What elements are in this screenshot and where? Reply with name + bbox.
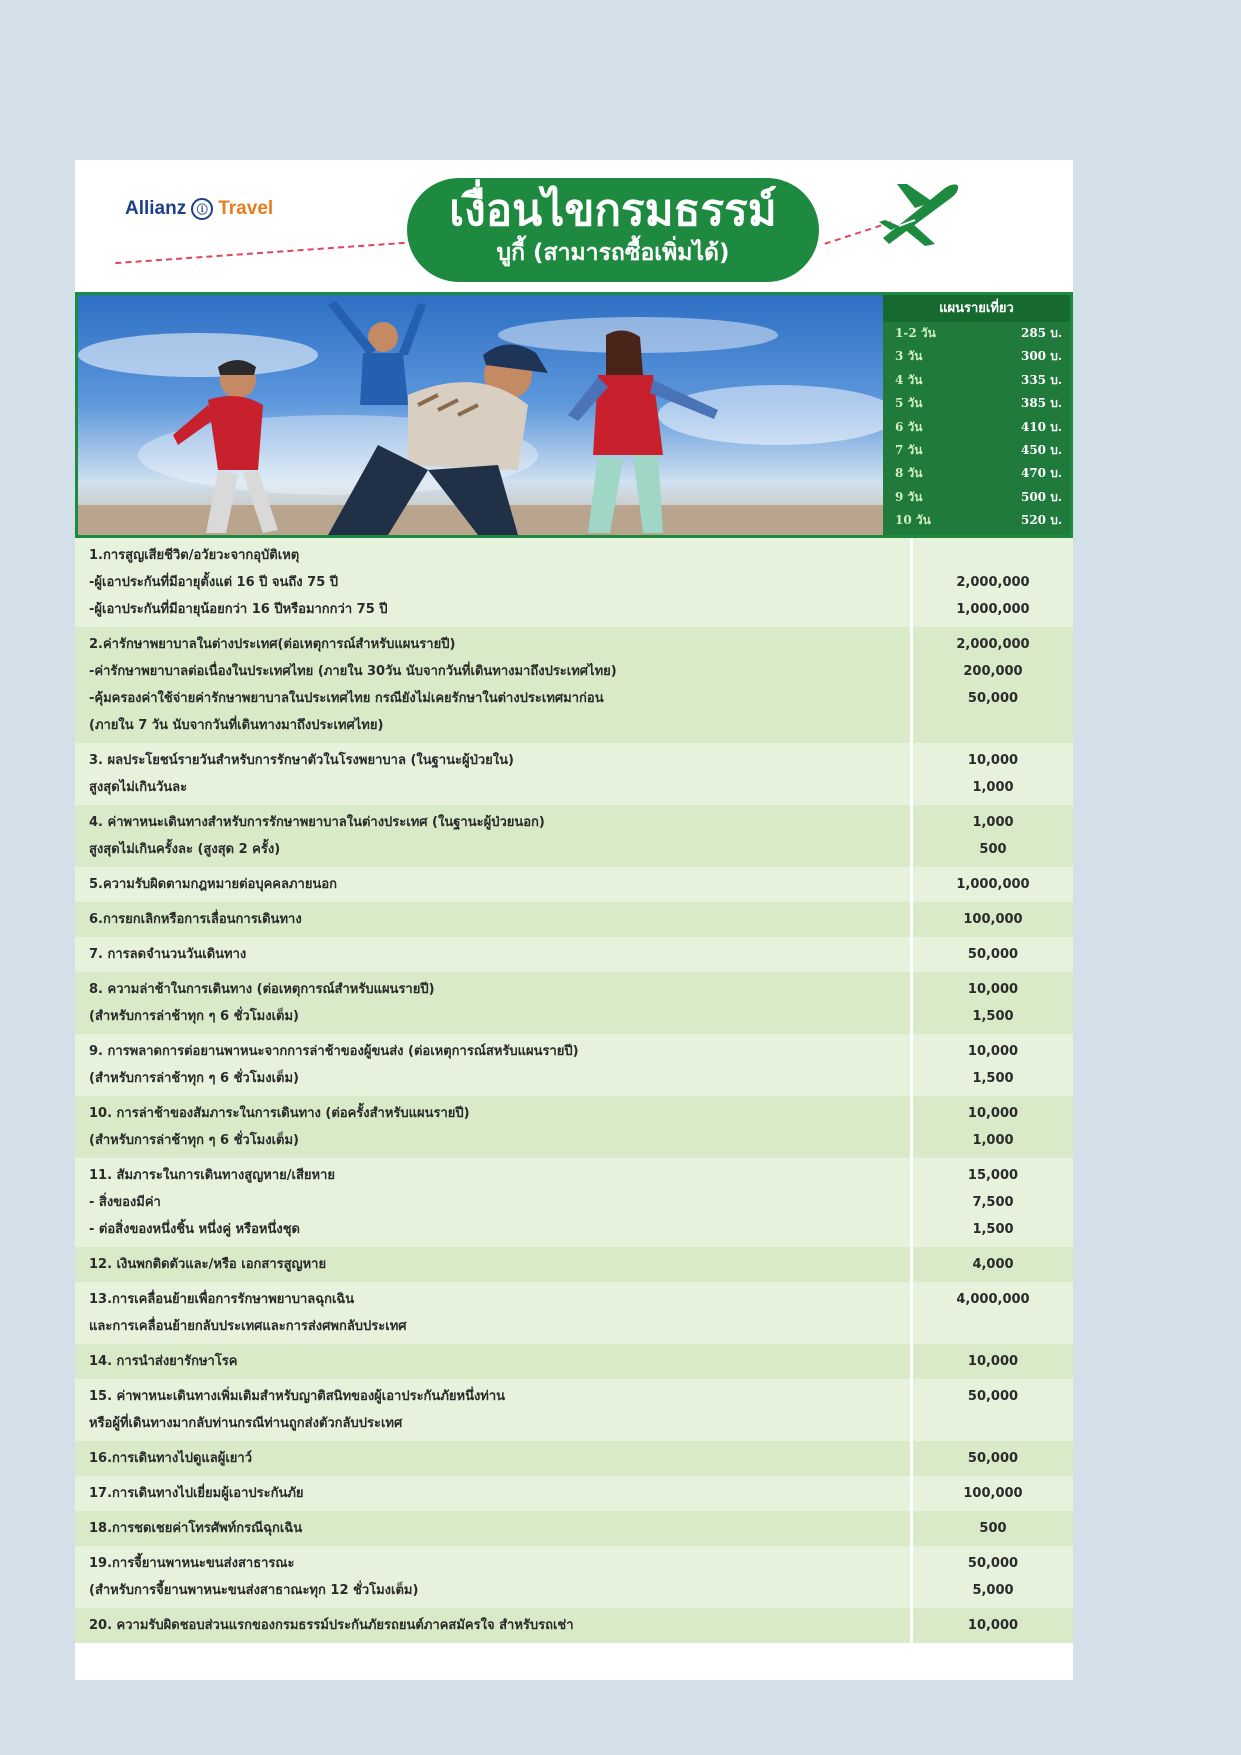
benefit-row: [75, 1546, 1073, 1608]
benefit-text: 6.การยกเลิกหรือการเลื่อนการเดินทาง: [89, 912, 302, 927]
benefit-row: [75, 867, 1073, 902]
benefit-amount: 1,500: [972, 1071, 1014, 1086]
benefit-row: [75, 538, 1073, 627]
rates-panel: [883, 295, 1070, 535]
benefit-amount: 10,000: [967, 982, 1019, 997]
rate-days: 5 วัน: [895, 396, 923, 411]
benefit-text: -ผู้เอาประกันที่มีอายุตั้งแต่ 16 ปี จนถึง 75 ปี: [89, 575, 339, 590]
rate-days: 7 วัน: [895, 442, 923, 457]
rate-row: [883, 439, 1070, 462]
benefit-label-cell: [75, 1511, 913, 1546]
benefit-value-cell: [913, 1247, 1073, 1282]
benefit-amount: 10,000: [967, 753, 1019, 768]
benefit-amount: [913, 712, 1073, 739]
benefit-row: [75, 1476, 1073, 1511]
benefit-row: [75, 1344, 1073, 1379]
rate-row: [883, 392, 1070, 415]
rate-days: 9 วัน: [895, 489, 923, 504]
benefit-text: 14. การนำส่งยารักษาโรค: [89, 1354, 238, 1369]
benefit-value-cell: [913, 902, 1073, 937]
benefit-amount: 100,000: [963, 1486, 1023, 1501]
rate-row: [883, 462, 1070, 485]
benefit-label-cell: [75, 937, 913, 972]
rate-days: 3 วัน: [895, 349, 923, 364]
benefit-amount: 100,000: [963, 912, 1023, 927]
benefit-row: [75, 627, 1073, 743]
rate-price: 410 บ.: [1020, 419, 1062, 434]
benefit-amount: 1,000,000: [956, 877, 1030, 892]
brochure-page: [75, 160, 1073, 1680]
benefit-text: 11. สัมภาระในการเดินทางสูญหาย/เสียหาย: [89, 1168, 335, 1183]
benefit-text: 19.การจี้ยานพาหนะขนส่งสาธารณะ: [89, 1556, 295, 1571]
benefit-row: [75, 1608, 1073, 1643]
benefit-row: [75, 1034, 1073, 1096]
benefit-amount: 1,000: [972, 1133, 1014, 1148]
rate-days: 1-2 วัน: [895, 326, 936, 340]
benefit-value-cell: [913, 538, 1073, 627]
benefit-amount: 50,000: [967, 1556, 1019, 1571]
benefit-amount: 2,000,000: [956, 637, 1030, 652]
benefits-table: [75, 538, 1073, 1643]
header: [75, 160, 1073, 292]
brand-logo: [125, 198, 273, 220]
benefit-value-cell: [913, 867, 1073, 902]
benefit-amount: 4,000,000: [956, 1292, 1030, 1307]
rate-days: 10 วัน: [895, 513, 931, 528]
benefit-amount: 10,000: [967, 1106, 1019, 1121]
benefit-value-cell: [913, 805, 1073, 867]
benefit-text: 17.การเดินทางไปเยี่ยมผู้เอาประกันภัย: [89, 1486, 304, 1501]
airplane-icon: [875, 178, 961, 248]
rate-price: 450 บ.: [1020, 442, 1062, 457]
benefit-row: [75, 1158, 1073, 1247]
benefit-amount: [913, 1313, 1073, 1340]
benefit-label-cell: [75, 1546, 913, 1608]
benefit-value-cell: [913, 1441, 1073, 1476]
hero-section: [75, 292, 1073, 538]
benefit-amount: 4,000: [972, 1257, 1014, 1272]
benefit-row: [75, 1247, 1073, 1282]
benefit-text: (สำหรับการล่าช้าทุก ๆ 6 ชั่วโมงเต็ม): [89, 1071, 299, 1086]
rate-price: 520 บ.: [1020, 513, 1062, 528]
benefit-amount: 10,000: [967, 1354, 1019, 1369]
dashed-flight-path-left: [115, 242, 404, 264]
benefit-amount: 2,000,000: [956, 575, 1030, 590]
benefit-row: [75, 937, 1073, 972]
benefit-label-cell: [75, 627, 913, 743]
benefit-value-cell: [913, 1158, 1073, 1247]
benefit-label-cell: [75, 1344, 913, 1379]
benefit-value-cell: [913, 1511, 1073, 1546]
person-back: [328, 301, 426, 405]
benefit-label-cell: [75, 1379, 913, 1441]
benefit-value-cell: [913, 1546, 1073, 1608]
benefit-amount: 7,500: [972, 1195, 1014, 1210]
benefit-text: 4. ค่าพาหนะเดินทางสำหรับการรักษาพยาบาลในต่างประเทศ (ในฐานะผู้ป่วยนอก): [89, 815, 545, 830]
benefit-value-cell: [913, 972, 1073, 1034]
rate-row: [883, 369, 1070, 392]
benefit-text: 12. เงินพกติดตัวและ/หรือ เอกสารสูญหาย: [89, 1257, 327, 1272]
benefit-text: (สำหรับการจี้ยานพาหนะขนส่งสาธาณะทุก 12 ชั่วโมงเต็ม): [89, 1583, 419, 1598]
benefit-amount: 1,500: [972, 1009, 1014, 1024]
benefit-row: [75, 1379, 1073, 1441]
rate-price: 385 บ.: [1020, 396, 1062, 411]
benefit-label-cell: [75, 1158, 913, 1247]
rate-days: 8 วัน: [895, 466, 923, 481]
rate-price: 470 บ.: [1020, 466, 1062, 481]
benefit-amount: 1,000,000: [956, 602, 1030, 617]
benefit-text: หรือผู้ที่เดินทางมากลับท่านกรณีท่านถูกส่งตัวกลับประเทศ: [89, 1416, 403, 1431]
benefit-amount: 5,000: [972, 1583, 1014, 1598]
benefit-text: 16.การเดินทางไปดูแลผู้เยาว์: [89, 1451, 253, 1466]
rate-row: [883, 416, 1070, 439]
benefit-text: 18.การชดเชยค่าโทรศัพท์กรณีฉุกเฉิน: [89, 1521, 303, 1536]
benefit-text: - สิ่งของมีค่า: [89, 1195, 161, 1210]
benefit-value-cell: [913, 1096, 1073, 1158]
rate-price: 285 บ.: [1020, 326, 1062, 340]
benefit-row: [75, 1096, 1073, 1158]
benefit-amount: 1,000: [972, 815, 1014, 830]
benefit-label-cell: [75, 1608, 913, 1643]
benefit-amount: 10,000: [967, 1618, 1019, 1633]
benefit-amount: [913, 1410, 1073, 1437]
rates-title: แผนรายเที่ยว: [883, 295, 1070, 322]
benefit-text: สูงสุดไม่เกินวันละ: [89, 780, 188, 795]
benefit-value-cell: [913, 1379, 1073, 1441]
benefit-text: และการเคลื่อนย้ายกลับประเทศและการส่งศพกลับประเทศ: [89, 1319, 407, 1334]
benefit-text: 15. ค่าพาหนะเดินทางเพิ่มเติมสำหรับญาติสนิทของผู้เอาประกันภัยหนึ่งท่าน: [89, 1389, 506, 1404]
page-title: เงื่อนไขกรมธรรม์: [449, 185, 777, 236]
rate-days: 4 วัน: [895, 372, 923, 387]
friends-jumping-image: [78, 295, 883, 535]
benefit-label-cell: [75, 1282, 913, 1344]
benefit-amount: [913, 542, 1073, 569]
benefit-text: -ค่ารักษาพยาบาลต่อเนื่องในประเทศไทย (ภายใน 30วัน นับจากวันที่เดินทางมาถึงประเทศไทย): [89, 664, 617, 679]
rate-price: 500 บ.: [1020, 489, 1062, 504]
benefit-label-cell: [75, 1476, 913, 1511]
benefit-text: 3. ผลประโยชน์รายวันสำหรับการรักษาตัวในโรงพยาบาล (ในฐานะผู้ป่วยใน): [89, 753, 514, 768]
benefit-text: 5.ความรับผิดตามกฎหมายต่อบุคคลภายนอก: [89, 877, 338, 892]
benefit-amount: 15,000: [967, 1168, 1019, 1183]
title-banner: [407, 178, 819, 282]
benefit-amount: 50,000: [967, 1451, 1019, 1466]
benefit-row: [75, 743, 1073, 805]
benefit-amount: 500: [979, 842, 1007, 857]
benefit-text: (ภายใน 7 วัน นับจากวันที่เดินทางมาถึงประเทศไทย): [89, 718, 384, 733]
rate-row: [883, 486, 1070, 509]
benefit-text: 13.การเคลื่อนย้ายเพื่อการรักษาพยาบาลฉุกเฉิน: [89, 1292, 355, 1307]
rate-row: [883, 322, 1070, 345]
benefit-label-cell: [75, 1247, 913, 1282]
benefit-row: [75, 1282, 1073, 1344]
benefit-text: - ต่อสิ่งของหนึ่งชิ้น หนึ่งคู่ หรือหนึ่งชุด: [89, 1222, 300, 1237]
benefit-label-cell: [75, 972, 913, 1034]
benefit-text: 9. การพลาดการต่อยานพาหนะจากการล่าช้าของผู้ขนส่ง (ต่อเหตุการณ์สหรับแผนรายปี): [89, 1044, 579, 1059]
benefit-text: (สำหรับการล่าช้าทุก ๆ 6 ชั่วโมงเต็ม): [89, 1133, 299, 1148]
benefit-label-cell: [75, 1441, 913, 1476]
benefit-label-cell: [75, 867, 913, 902]
benefit-value-cell: [913, 743, 1073, 805]
benefit-text: สูงสุดไม่เกินครั้งละ (สูงสุด 2 ครั้ง): [89, 842, 281, 857]
benefit-amount: 50,000: [967, 691, 1019, 706]
benefit-text: 7. การลดจำนวนวันเดินทาง: [89, 947, 247, 962]
benefit-amount: 50,000: [967, 1389, 1019, 1404]
benefit-value-cell: [913, 937, 1073, 972]
rate-days: 6 วัน: [895, 419, 923, 434]
benefit-text: (สำหรับการล่าช้าทุก ๆ 6 ชั่วโมงเต็ม): [89, 1009, 299, 1024]
benefit-value-cell: [913, 1344, 1073, 1379]
allianz-eagle-icon: ⓘ: [191, 198, 213, 220]
benefit-label-cell: [75, 805, 913, 867]
benefit-value-cell: [913, 627, 1073, 743]
benefit-row: [75, 1441, 1073, 1476]
benefit-amount: 500: [979, 1521, 1007, 1536]
benefit-value-cell: [913, 1034, 1073, 1096]
benefit-value-cell: [913, 1476, 1073, 1511]
benefit-text: 20. ความรับผิดชอบส่วนแรกของกรมธรรม์ประกันภัยรถยนต์ภาคสมัครใจ สำหรับรถเช่า: [89, 1618, 574, 1633]
benefit-text: -คุ้มครองค่าใช้จ่ายค่ารักษาพยาบาลในประเทศไทย กรณียังไม่เคยรักษาในต่างประเทศมาก่อน: [89, 691, 604, 706]
benefit-amount: 1,000: [972, 780, 1014, 795]
rates-list: [883, 322, 1070, 533]
travel-photo: [78, 295, 883, 535]
rate-row: [883, 509, 1070, 532]
benefit-text: -ผู้เอาประกันที่มีอายุน้อยกว่า 16 ปีหรือมากกว่า 75 ปี: [89, 602, 388, 617]
page-subtitle: บูกี้ (สามารถซื้อเพิ่มได้): [496, 240, 730, 266]
benefit-label-cell: [75, 743, 913, 805]
benefit-text: 1.การสูญเสียชีวิต/อวัยวะจากอุบัติเหตุ: [89, 548, 300, 563]
benefit-text: 10. การล่าช้าของสัมภาระในการเดินทาง (ต่อครั้งสำหรับแผนรายปี): [89, 1106, 470, 1121]
benefit-row: [75, 805, 1073, 867]
brand-name: Allianz: [125, 198, 187, 219]
benefit-value-cell: [913, 1608, 1073, 1643]
benefit-text: 8. ความล่าช้าในการเดินทาง (ต่อเหตุการณ์สำหรับแผนรายปี): [89, 982, 435, 997]
benefit-amount: 1,500: [972, 1222, 1014, 1237]
benefit-value-cell: [913, 1282, 1073, 1344]
rate-price: 300 บ.: [1020, 349, 1062, 364]
benefit-label-cell: [75, 1096, 913, 1158]
rate-row: [883, 345, 1070, 368]
benefit-amount: 10,000: [967, 1044, 1019, 1059]
benefit-label-cell: [75, 902, 913, 937]
rate-price: 335 บ.: [1020, 372, 1062, 387]
benefit-label-cell: [75, 1034, 913, 1096]
benefit-row: [75, 1511, 1073, 1546]
benefit-amount: 50,000: [967, 947, 1019, 962]
benefit-row: [75, 902, 1073, 937]
benefit-label-cell: [75, 538, 913, 627]
benefit-row: [75, 972, 1073, 1034]
brand-product: Travel: [218, 198, 274, 219]
benefit-amount: 200,000: [963, 664, 1023, 679]
benefit-text: 2.ค่ารักษาพยาบาลในต่างประเทศ(ต่อเหตุการณ์สำหรับแผนรายปี): [89, 637, 456, 652]
